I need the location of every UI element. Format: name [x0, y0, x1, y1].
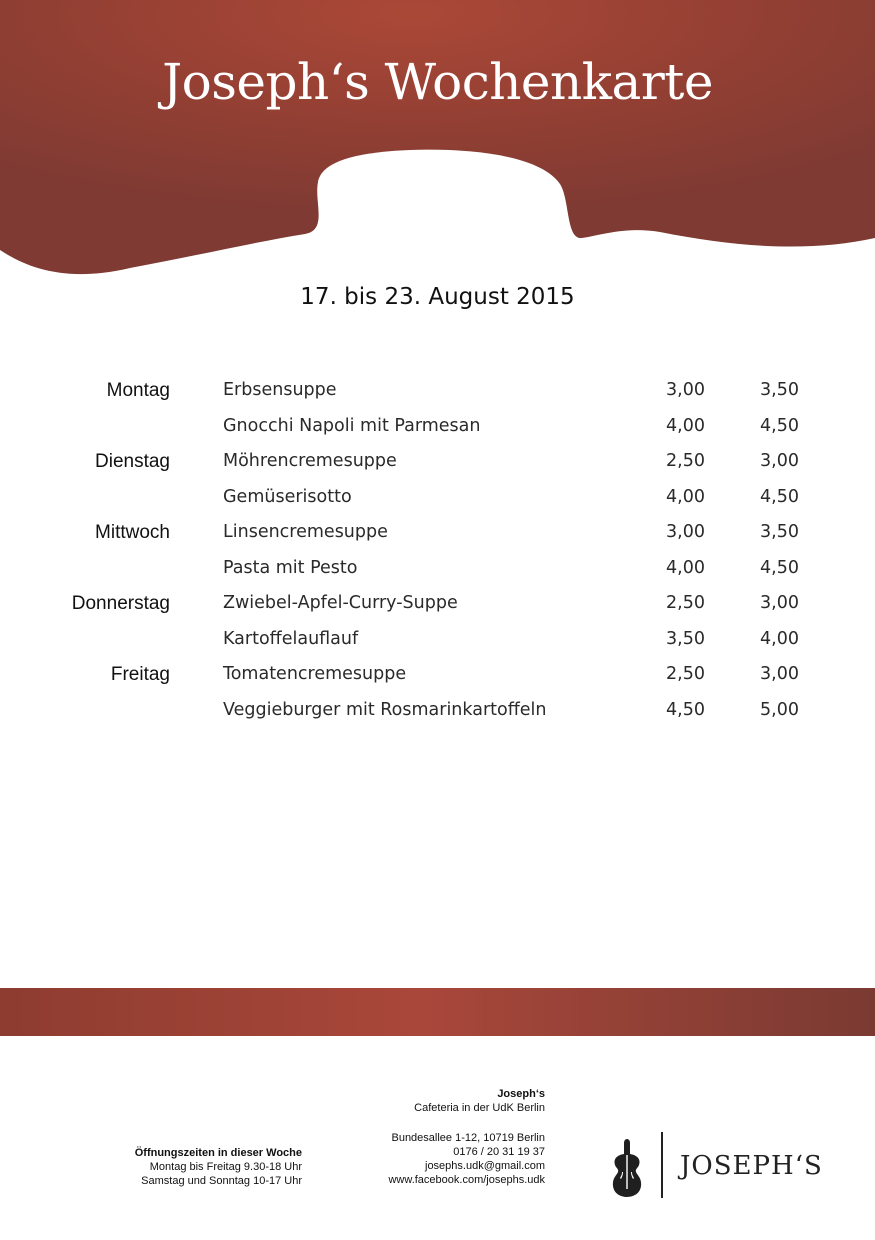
menu-dish: Zwiebel-Apfel-Curry-Suppe [223, 593, 458, 613]
opening-hours-title: Öffnungszeiten in dieser Woche [134, 1147, 302, 1159]
menu-row [0, 444, 875, 480]
header-wave-banner [0, 0, 875, 290]
menu-price-small: 2,50 [666, 451, 705, 471]
contact-website[interactable]: www.facebook.com/josephs.udk [388, 1174, 545, 1186]
menu-price-small: 4,00 [666, 415, 705, 436]
menu-dish: Kartoffelauflauf [223, 628, 359, 649]
menu-price-large: 5,00 [760, 699, 799, 720]
contact-email[interactable]: josephs.udk@gmail.com [425, 1160, 545, 1172]
contact-phone: 0176 / 20 31 19 37 [453, 1146, 545, 1158]
menu-price-large: 3,00 [760, 664, 799, 684]
menu-price-large: 4,50 [760, 557, 799, 578]
menu-row [0, 373, 875, 409]
violin-icon [608, 1138, 646, 1198]
menu-price-large: 3,50 [760, 380, 799, 400]
footer-band [0, 988, 875, 1036]
menu-price-small: 3,50 [666, 628, 705, 649]
menu-price-small: 4,00 [666, 557, 705, 578]
menu-price-small: 4,50 [666, 699, 705, 720]
menu-row [0, 693, 875, 729]
menu-price-small: 3,00 [666, 380, 705, 400]
menu-price-large: 3,50 [760, 522, 799, 542]
menu-price-small: 4,00 [666, 486, 705, 507]
contact-address: Bundesallee 1-12, 10719 Berlin [391, 1132, 545, 1144]
menu-price-small: 2,50 [666, 664, 705, 684]
menu-row [0, 657, 875, 693]
contact-name: Joseph‘s [497, 1088, 545, 1100]
menu-dish: Tomatencremesuppe [223, 664, 407, 684]
menu-day: Freitag [110, 664, 170, 685]
logo-wordmark: JOSEPH‘S [680, 1151, 823, 1181]
menu-day: Mittwoch [95, 522, 170, 543]
menu-day: Donnerstag [71, 593, 170, 614]
menu-dish: Linsencremesuppe [223, 522, 388, 542]
opening-hours [60, 1146, 302, 1188]
menu-dish: Möhrencremesuppe [223, 451, 397, 471]
opening-hours-weekdays: Montag bis Freitag 9.30-18 Uhr [149, 1161, 302, 1173]
menu-row [0, 622, 875, 658]
menu-price-large: 3,00 [760, 593, 799, 613]
menu-dish: Pasta mit Pesto [223, 557, 358, 578]
menu-row [0, 515, 875, 551]
menu-dish: Veggieburger mit Rosmarinkartoffeln [223, 699, 547, 720]
menu-dish: Gnocchi Napoli mit Parmesan [223, 415, 481, 436]
menu-row [0, 586, 875, 622]
menu-price-large: 3,00 [760, 451, 799, 471]
menu-row [0, 409, 875, 445]
menu-row [0, 480, 875, 516]
logo-divider [661, 1132, 663, 1198]
menu-row [0, 551, 875, 587]
contact-subtitle: Cafeteria in der UdK Berlin [414, 1102, 545, 1114]
menu-price-small: 3,00 [666, 522, 705, 542]
menu-price-large: 4,50 [760, 415, 799, 436]
date-range: 17. bis 23. August 2015 [300, 284, 575, 310]
menu-price-small: 2,50 [666, 593, 705, 613]
menu-day: Montag [106, 380, 170, 401]
menu-day: Dienstag [95, 451, 170, 472]
menu-price-large: 4,00 [760, 628, 799, 649]
menu-price-large: 4,50 [760, 486, 799, 507]
contact-info [300, 1087, 545, 1187]
opening-hours-weekend: Samstag und Sonntag 10-17 Uhr [141, 1175, 302, 1187]
menu-dish: Gemüserisotto [223, 486, 352, 507]
menu-dish: Erbsensuppe [223, 380, 337, 400]
page-title: Joseph‘s Wochenkarte [162, 53, 713, 111]
weekly-menu-table [0, 373, 875, 728]
